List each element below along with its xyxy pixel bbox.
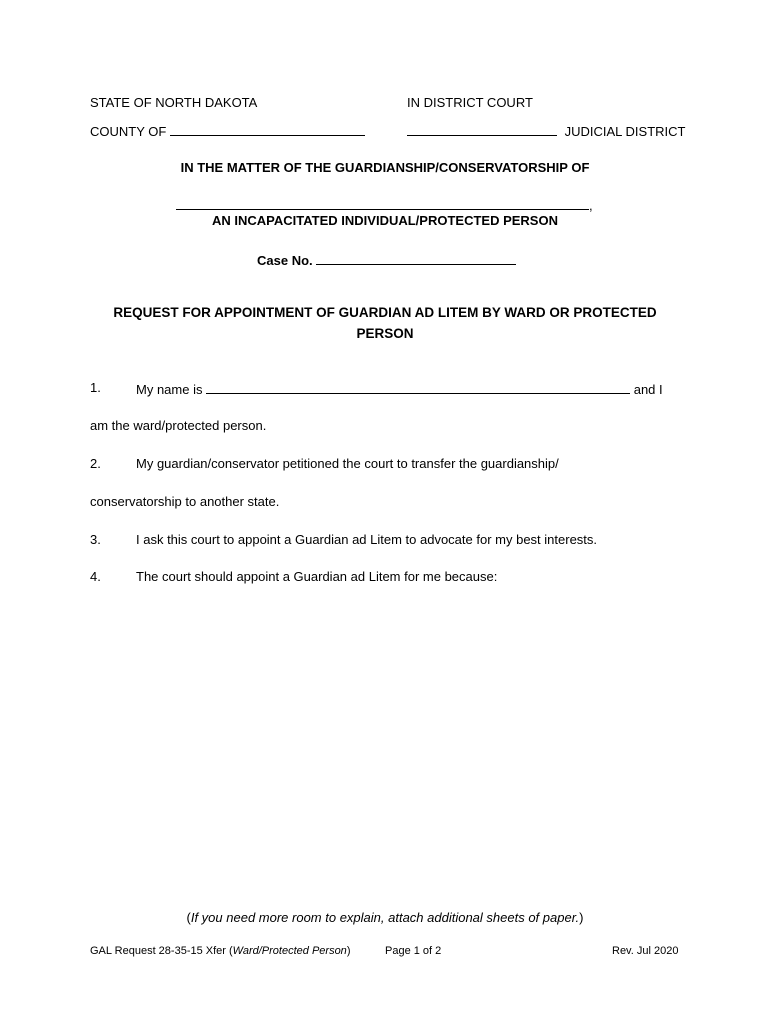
footer-form-name: [90, 943, 350, 959]
my-name-input-blank[interactable]: [206, 380, 630, 394]
paragraph-4-text: The court should appoint a Guardian ad Litem for me because:: [136, 569, 498, 584]
case-number-label: Case No.: [257, 253, 313, 268]
matter-subject: AN INCAPACITATED INDIVIDUAL/PROTECTED PERSON: [212, 213, 558, 228]
paragraph-3-number: 3.: [90, 532, 101, 547]
note-text: If you need more room to explain, attach additional sheets of paper.: [190, 910, 580, 925]
district-input-blank[interactable]: [407, 122, 557, 136]
matter-heading: IN THE MATTER OF THE GUARDIANSHIP/CONSERVATORSHIP OF: [180, 160, 590, 175]
footer-page-number: Page 1 of 2: [385, 945, 442, 957]
explanation-area[interactable]: [90, 600, 680, 895]
ward-name-line: [176, 196, 593, 214]
paragraph-1-text-before: My name is: [136, 382, 203, 397]
court-label: IN DISTRICT COURT: [407, 95, 533, 110]
state-label: STATE OF NORTH DAKOTA: [90, 95, 258, 110]
note-open-paren: (: [186, 910, 191, 925]
ward-name-input-blank[interactable]: [176, 196, 589, 210]
paragraph-1-number: 1.: [90, 380, 101, 395]
note-close-paren: ): [579, 910, 584, 925]
county-input-blank[interactable]: [170, 122, 365, 136]
county-label: COUNTY OF: [90, 124, 167, 139]
footer-revision: Rev. Jul 2020: [612, 945, 679, 957]
document-title-line2: PERSON: [356, 326, 414, 341]
paragraph-2-text: My guardian/conservator petitioned the court to transfer the guardianship/: [136, 456, 559, 471]
county-line: [90, 122, 365, 140]
footer-form-name-text: GAL Request 28-35-15 Xfer (: [90, 945, 233, 957]
district-line: [407, 122, 685, 140]
footer-form-name-italic: Ward/Protected Person: [232, 945, 347, 957]
judicial-district-label: JUDICIAL DISTRICT: [564, 124, 686, 139]
paragraph-1-line: [136, 380, 663, 398]
paragraph-3-text: I ask this court to appoint a Guardian ad Litem to advocate for my best interests.: [136, 532, 598, 547]
additional-sheets-note: [0, 910, 770, 926]
paragraph-1-text-after: and I: [633, 382, 663, 397]
ward-name-comma: ,: [589, 198, 593, 213]
paragraph-2-continuation: conservatorship to another state.: [90, 494, 280, 509]
paragraph-4-number: 4.: [90, 569, 101, 584]
case-number-line: [257, 251, 516, 269]
document-title-line1: REQUEST FOR APPOINTMENT OF GUARDIAN AD LITEM BY WARD OR PROTECTED: [113, 305, 657, 320]
footer-form-name-close: ): [346, 945, 351, 957]
case-number-input-blank[interactable]: [316, 251, 516, 265]
paragraph-1-continuation: am the ward/protected person.: [90, 418, 267, 433]
paragraph-2-number: 2.: [90, 456, 101, 471]
